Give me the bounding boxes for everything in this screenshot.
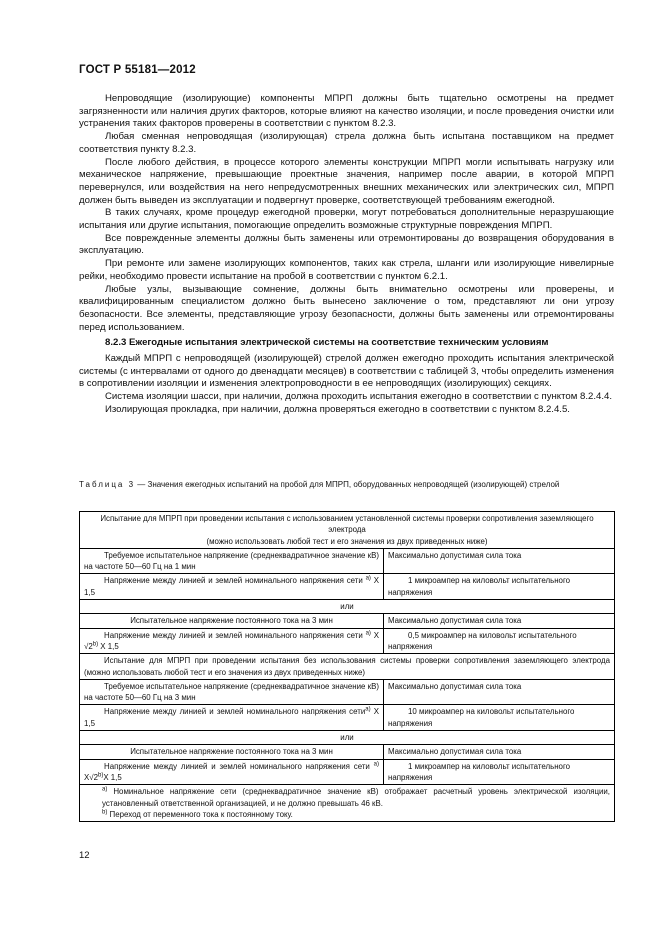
table-row xyxy=(80,679,615,705)
table-cell: Максимально допустимая сила тока xyxy=(384,548,615,574)
section-subtitle: (можно использовать любой тест и его значения из двух приведенных ниже) xyxy=(206,536,488,546)
table-row xyxy=(80,759,615,785)
paragraph: Непроводящие (изолирующие) компоненты МПРП должны быть тщательно осмотрены на предмет загрязненности или наличия других факторов, которые влияют на качество изоляции, и после проведения очистки или устранения таких факторов проверены в соответствии с пунктом 8.2.3. xyxy=(79,93,614,130)
body-text xyxy=(79,93,614,417)
footnote-a xyxy=(84,786,610,809)
paragraph: Все поврежденные элементы должны быть заменены или отремонтированы до возвращения оборудования в эксплуатацию. xyxy=(79,232,614,257)
footnote-text: Переход от переменного тока к постоянному току. xyxy=(109,809,293,819)
table-cell: Максимально допустимая сила тока xyxy=(384,614,615,628)
table-row xyxy=(80,512,615,549)
footnote-text: Номинальное напряжение сети (среднеквадратичное значение кВ) отображает расчетный уровень электрической изоляции, установленный ответственной организацией, и не должно превышать 46 кВ. xyxy=(102,787,610,808)
table-cell: Требуемое испытательное напряжение (среднеквадратичное значение кВ) на частоте 50—60 Гц на 1 мин xyxy=(80,548,384,574)
section-heading: 8.2.3 Ежегодные испытания электрической системы на соответствие техническим условиям xyxy=(105,337,549,349)
paragraph: Любая сменная непроводящая (изолирующая) стрела должна быть испытана поставщиком на предмет соответствия пункту 8.2.3. xyxy=(79,131,614,155)
paragraph: При ремонте или замене изолирующих компонентов, таких как стрела, шланги или изолирующие нивелирные рейки, необходимо провести испытание на пробой в соответствии с пунктом 6.2.1. xyxy=(79,258,614,282)
table-cell: 1 микроампер на киловольт испытательного напряжения xyxy=(384,759,615,785)
table-cell: 10 микроампер на киловольт испытательного напряжения xyxy=(384,705,615,731)
table-row xyxy=(80,628,615,654)
cell-text: X 1,5 xyxy=(84,707,379,728)
footnote-mark: b) xyxy=(102,809,108,816)
table-row xyxy=(80,574,615,600)
table-cell xyxy=(80,705,384,731)
table-cell-or: или xyxy=(80,731,615,745)
table-cell xyxy=(80,628,384,654)
paragraph: В таких случаях, кроме процедур ежегодной проверки, могут потребоваться дополнительные неразрушающие испытания или другие испытания, помогающие определить возможные структурные повреждения МПРП. xyxy=(79,207,614,232)
document-header: ГОСТ Р 55181—2012 xyxy=(79,64,196,76)
cell-text: X xyxy=(373,630,379,640)
cell-text: Напряжение между линией и землей номинального напряжения сети xyxy=(104,707,366,717)
sqrt-symbol: √2 xyxy=(84,641,93,651)
table-row xyxy=(80,600,615,614)
table-row xyxy=(80,745,615,759)
footnote-ref: a) xyxy=(365,630,371,637)
cell-text: X 1,5 xyxy=(100,641,119,651)
table-cell: Максимально допустимая сила тока xyxy=(384,679,615,705)
sqrt-symbol: √2 xyxy=(89,772,98,782)
table-cell: Испытательное напряжение постоянного тока на 3 мин xyxy=(80,614,384,628)
cell-text: X 1,5 xyxy=(103,772,122,782)
footnote-b xyxy=(84,809,610,820)
table-cell xyxy=(80,759,384,785)
paragraph: Каждый МПРП с непроводящей (изолирующей) стрелой должен ежегодно проходить испытания электрической системы (с интервалами от одного до двенадцати месяцев) в соответствии с таблицей 3, чтобы определить изменения в сопротивлении изоляции и изменения электропроводности в ее непроводящих (изолирующих) секциях. xyxy=(79,353,614,390)
paragraph: Система изоляции шасси, при наличии, должна проходить испытания ежегодно в соответствии с пунктом 8.2.4.4. xyxy=(105,391,612,403)
cell-text: Напряжение между линией и землей номинального напряжения сети xyxy=(104,630,363,640)
paragraph: После любого действия, в процессе которого элементы конструкции МПРП могли испытывать нагрузку или механическое напряжение, превышающие проектные значения, например после аварии, в которой МПРП перевернулся, или воздействия на него непредусмотренных внешних механических или электрических сил, МПРП должен быть выведен из эксплуатации и подвергнут проверке, соответствующей требованиям ежегодной. xyxy=(79,156,614,206)
table-row xyxy=(80,548,615,574)
table-cell: Испытательное напряжение постоянного тока на 3 мин xyxy=(80,745,384,759)
page-number: 12 xyxy=(79,850,90,861)
footnote-ref: b) xyxy=(92,641,99,648)
cell-text: X xyxy=(84,772,90,782)
footnote-ref: a) xyxy=(365,575,371,582)
footnote-mark: a) xyxy=(102,786,108,793)
footnote-ref: b) xyxy=(98,772,104,779)
footnote-ref: a) xyxy=(373,761,379,768)
table-cell: Требуемое испытательное напряжение (среднеквадратичное значение кВ) на частоте 50—60 Гц на 3 мин xyxy=(80,679,384,705)
table-section-header xyxy=(80,512,615,549)
paragraph: Изолирующая прокладка, при наличии, должна проверяться ежегодно в соответствии с пунктом 8.2.4.5. xyxy=(105,403,570,415)
cell-text: Напряжение между линией и землей номинального напряжения сети xyxy=(104,576,363,586)
test-values-table xyxy=(79,511,615,822)
section-title: Испытание для МПРП при проведении испытания с использованием установленной системы проверки сопротивления заземляющего электрода xyxy=(100,514,594,535)
table-section-header: Испытание для МПРП при проведении испытания без использования системы проверки сопротивления заземляющего электрода (можно использовать любой тест и его значения из двух приведенных ниже) xyxy=(80,654,615,680)
paragraph: Любые узлы, вызывающие сомнение, должны быть внимательно осмотрены или проверены, и квалифицированным специалистом должно быть вынесено заключение о том, представляют ли они угрозу безопасности. Все элементы, представляющие угрозу безопасности, должны быть заменены или отремонтированы перед использованием. xyxy=(79,283,614,333)
table-cell: 1 микроампер на киловольт испытательного напряжения xyxy=(384,574,615,600)
table-cell-or: или xyxy=(80,600,615,614)
table-row xyxy=(80,731,615,745)
cell-text: Напряжение между линией и землей номинального напряжения сети xyxy=(104,761,370,771)
table-caption xyxy=(79,479,614,491)
table-row xyxy=(80,705,615,731)
footnote-ref: a) xyxy=(365,706,371,713)
table-row xyxy=(80,654,615,680)
table-cell: Максимально допустимая сила тока xyxy=(384,745,615,759)
table-notes xyxy=(80,785,615,822)
cell-text: X 1,5 xyxy=(84,576,379,597)
table-row xyxy=(80,614,615,628)
table-row xyxy=(80,785,615,822)
table-cell xyxy=(80,574,384,600)
table-caption-text: — Значения ежегодных испытаний на пробой для МПРП, оборудованных непроводящей (изолирующей) стрелой xyxy=(135,480,560,489)
table-cell: 0,5 микроампер на киловольт испытательного напряжения xyxy=(384,628,615,654)
table-caption-label: Таблица 3 xyxy=(79,480,136,489)
